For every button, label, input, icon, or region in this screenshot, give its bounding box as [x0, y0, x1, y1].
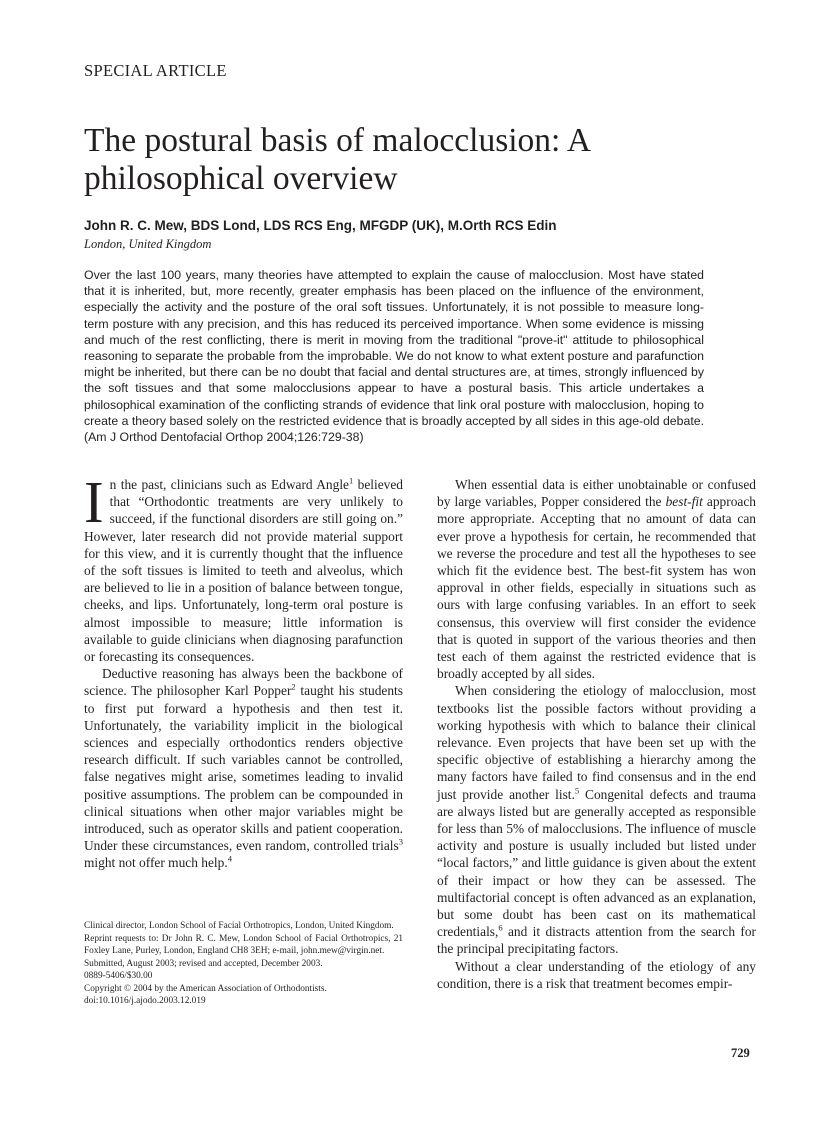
- article-title: The postural basis of malocclusion: A philosophical overview: [84, 122, 590, 197]
- abstract: Over the last 100 years, many theories have attempted to explain the cause of malocclusion. Most have stated that it is inherited, but, more recently, greater emphasis has been placed on the influence of the environment, especially the activity and the posture of the oral soft tissues. Unfortunately, it is not possible to measure long-term posture with any precision, and this has reduced its perceived importance. When some evidence is missing and much of the rest conflicting, there is merit in moving from the traditional "prove-it" attitude to philosophical reasoning to separate the probable from the improbable. We do not know to what extent posture and parafunction might be inherited, but there can be no doubt that facial and dental structures are, at times, strongly influenced by the soft tissues and that some malocclusions appear to have a postural basis. This article undertakes a philosophical examination of the conflicting strands of evidence that link oral posture with malocclusion, hoping to create a theory based solely on the restricted evidence that is broadly accepted by all sides in this age-old debate. (Am J Orthod Dentofacial Orthop 2004;126:729-38): [84, 268, 704, 445]
- section-label: SPECIAL ARTICLE: [84, 61, 227, 80]
- paragraph-text: believed that “Orthodontic treatments are very unlikely to succeed, if the functional disorders are still going on.” However, later research did not provide material support for this view, and it is currently thought that the influence of the soft tissues is limited to teeth and alveolus, which are believed to lie in a position of balance between tongue, cheeks, and lips. Unfortunately, long-term oral posture is almost impossible to measure; little information is available to guide clinicians when diagnosing parafunction or forecasting its consequences.: [84, 477, 403, 665]
- reference-superscript: 4: [227, 854, 232, 864]
- reference-superscript: 5: [574, 785, 580, 796]
- footnote-copyright: Copyright © 2004 by the American Association of Orthodontists.: [84, 983, 327, 994]
- paragraph-text: n the past, clinicians such as Edward Angle: [109, 477, 349, 492]
- paragraph-deductive-reasoning: [84, 665, 403, 871]
- emphasis-text: best-fit: [665, 494, 703, 510]
- reference-superscript: 1: [348, 475, 354, 486]
- paragraph-text: Without a clear understanding of the etiology of any condition, there is a risk that treatment becomes empir-: [437, 958, 756, 991]
- paragraph-text: approach more appropriate. Accepting that no amount of data can ever prove a hypothesis for certain, he recommended that we reverse the procedure and test all the hypotheses to see which fit the evidence best. The best-fit system has won approval in other fields, especially in situations such as ours with large confusing variables. In an effort to seek consensus, this overview will first consider the evidence that is quoted in support of the various theories and then test each of them against the restricted evidence that is broadly accepted by all sides.: [437, 494, 756, 682]
- footnote-issn: 0889-5406/$30.00: [84, 971, 153, 981]
- page-number: 729: [731, 1046, 750, 1060]
- paragraph-etiology: [437, 682, 756, 957]
- body-column-left: [84, 469, 403, 872]
- footnote-reprint-requests: Reprint requests to: Dr John R. C. Mew, London School of Facial Orthotropics, 21 Foxley Lane, Purley, London, England CH8 3EH; e-mail, john.mew@virgin.net.: [84, 933, 403, 956]
- reference-superscript: 2: [291, 681, 296, 692]
- footnote-doi: doi:10.1016/j.ajodo.2003.12.019: [84, 996, 206, 1006]
- paragraph-text: When essential data is either unobtainable or confused by large variables, Popper considered the: [437, 477, 756, 510]
- footnote-submission-dates: Submitted, August 2003; revised and accepted, December 2003.: [84, 958, 323, 969]
- paragraph-text: and it distracts attention from the search for the principal precipitating factors.: [437, 924, 756, 957]
- paragraph-intro: [84, 469, 403, 665]
- paragraph-text: taught his students to first put forward a hypothesis and then test it. Unfortunately, the variability implicit in the biological sciences and especially orthodontics renders objective research difficult. If such variables cannot be controlled, false negatives might arise, sometimes leading to invalid positive assumptions. The problem can be compounded in clinical situations when other major variables might be introduced, such as operator skills and patient cooperation. Under these circumstances, even random, controlled trials: [84, 683, 403, 854]
- paragraph-text: When considering the etiology of malocclusion, most textbooks list the possible factors without providing a working hypothesis with which to balance their clinical relevance. Even projects that have been set up with the specific objective of establishing a hierarchy among the many factors have failed to find consensus and in the end just provide another list.: [437, 683, 756, 802]
- paragraph-text: Deductive reasoning has always been the backbone of science. The philosopher Karl Popper: [84, 666, 403, 699]
- footnotes: [84, 920, 403, 1008]
- body-column-right: [437, 476, 756, 992]
- paragraph-text: might not offer much help.: [84, 855, 228, 871]
- paragraph-best-fit: [437, 476, 756, 682]
- paragraph-understanding: [437, 958, 756, 992]
- author-affiliation: London, United Kingdom: [84, 237, 212, 251]
- reference-superscript: 6: [498, 922, 503, 933]
- drop-cap: I: [84, 469, 104, 535]
- reference-superscript: 3: [398, 836, 403, 847]
- footnote-author-position: Clinical director, London School of Facial Orthotropics, London, United Kingdom.: [84, 921, 394, 931]
- author-byline: John R. C. Mew, BDS Lond, LDS RCS Eng, MFGDP (UK), M.Orth RCS Edin: [84, 218, 557, 233]
- paragraph-text: Congenital defects and trauma are always listed but are generally accepted as responsible for less than 5% of malocclusions. The influence of muscle activity and posture is usually included but listed under “local factors,” and little guidance is given about the extent of their impact or how they can be assessed. The multifactorial concept is often advanced as an explanation, but some doubt has been cast on its mathematical credentials,: [437, 786, 756, 940]
